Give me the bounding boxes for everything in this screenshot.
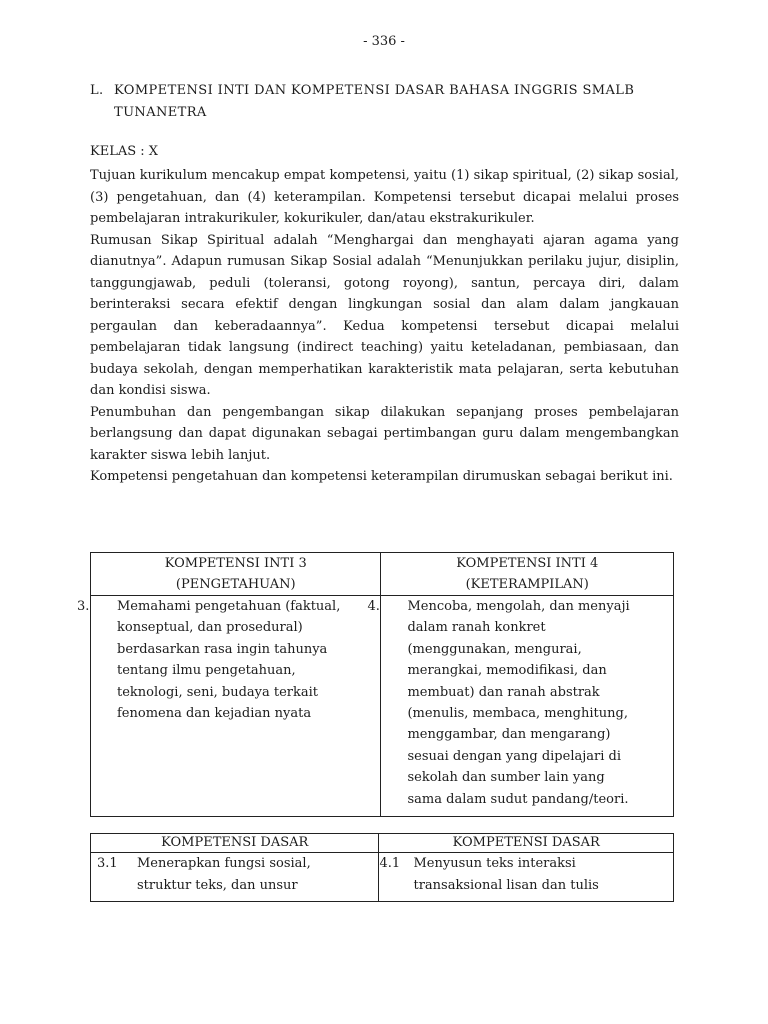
ki3-line: teknologi, seni, budaya terkait	[117, 684, 319, 700]
ki3-header-title: KOMPETENSI INTI 3	[164, 556, 307, 571]
kd4-line: transaksional lisan dan tulis	[413, 878, 599, 893]
kd3-line: struktur teks, dan unsur	[137, 878, 298, 893]
kompetensi-inti-table	[77, 552, 674, 817]
ki3-line: tentang ilmu pengetahuan,	[117, 663, 296, 679]
body-text	[90, 165, 679, 488]
kd3-number: 3.1	[97, 856, 118, 871]
class-label: KELAS : X	[90, 144, 159, 159]
kd3-cell	[91, 853, 379, 902]
ki3-line: berdasarkan rasa ingin tahunya	[117, 641, 328, 657]
kompetensi-dasar-table	[90, 833, 674, 902]
ki4-line: (menggunakan, mengurai,	[407, 641, 582, 657]
ki4-line: membuat) dan ranah abstrak	[407, 684, 600, 700]
ki3-number: 3.	[77, 599, 90, 614]
kd3-header: KOMPETENSI DASAR	[91, 834, 379, 853]
kd4-header: KOMPETENSI DASAR	[379, 834, 674, 853]
ki3-header-subtitle: (PENGETAHUAN)	[175, 577, 296, 592]
heading-letter: L.	[90, 83, 104, 98]
section-heading	[90, 80, 680, 124]
ki4-number: 4.	[367, 599, 380, 614]
kd4-cell	[379, 853, 674, 902]
heading-line-2: TUNANETRA	[114, 105, 207, 120]
ki4-header-title: KOMPETENSI INTI 4	[456, 556, 599, 571]
ki4-header	[381, 553, 674, 596]
heading-line-1: KOMPETENSI INTI DAN KOMPETENSI DASAR BAHASA INGGRIS SMALB	[114, 83, 635, 98]
ki3-header	[91, 553, 381, 596]
ki4-line: dalam ranah konkret	[407, 620, 546, 636]
ki4-line: sesuai dengan yang dipelajari di	[407, 748, 621, 764]
ki4-line: sama dalam sudut pandang/teori.	[407, 791, 629, 807]
paragraph-3: Penumbuhan dan pengembangan sikap dilakukan sepanjang proses pembelajaran berlangsung dan dapat digunakan sebagai pertimbangan guru dalam mengembangkan karakter siswa lebih lanjut.	[90, 404, 679, 463]
ki3-line: Memahami pengetahuan (faktual,	[117, 599, 341, 614]
ki3-line: konseptual, dan prosedural)	[117, 620, 303, 636]
ki4-line: (menulis, membaca, menghitung,	[407, 706, 628, 722]
paragraph-4: Kompetensi pengetahuan dan kompetensi keterampilan dirumuskan sebagai berikut ini.	[90, 469, 673, 484]
kd4-line: Menyusun teks interaksi	[413, 856, 576, 871]
paragraph-2: Rumusan Sikap Spiritual adalah “Menghargai dan menghayati ajaran agama yang dianutnya”. Adapun rumusan Sikap Sosial adalah “Menunjukkan perilaku jujur, disiplin, tanggungjawab, peduli (toleransi, gotong royong), santun, percaya diri, dalam berinteraksi secara efektif dengan lingkungan sosial dan alam dalam jangkauan pergaulan dan keberadaannya”. Kedua kompetensi tersebut dicapai melalui pembelajaran tidak langsung (indirect teaching) yaitu keteladanan, pembiasaan, dan budaya sekolah, dengan memperhatikan karakteristik mata pelajaran, serta kebutuhan dan kondisi siswa.	[90, 232, 679, 398]
paragraph-1: Tujuan kurikulum mencakup empat kompetensi, yaitu (1) sikap spiritual, (2) sikap sosial, (3) pengetahuan, dan (4) keterampilan. Kompetensi tersebut dicapai melalui proses pembelajaran intrakurikuler, kokurikuler, dan/atau ekstrakurikuler.	[90, 168, 679, 226]
ki3-cell	[77, 596, 381, 817]
ki4-line: Mencoba, mengolah, dan menyaji	[407, 599, 630, 614]
kd4-number: 4.1	[379, 856, 401, 871]
ki3-line: fenomena dan kejadian nyata	[117, 706, 312, 722]
ki4-line: merangkai, memodifikasi, dan	[407, 663, 607, 679]
page-number: - 336 -	[363, 34, 405, 49]
ki4-header-subtitle: (KETERAMPILAN)	[465, 577, 589, 592]
ki4-cell	[367, 596, 674, 817]
kd3-line: Menerapkan fungsi sosial,	[137, 856, 311, 871]
ki4-line: menggambar, dan mengarang)	[407, 727, 611, 743]
ki4-line: sekolah dan sumber lain yang	[407, 770, 605, 786]
